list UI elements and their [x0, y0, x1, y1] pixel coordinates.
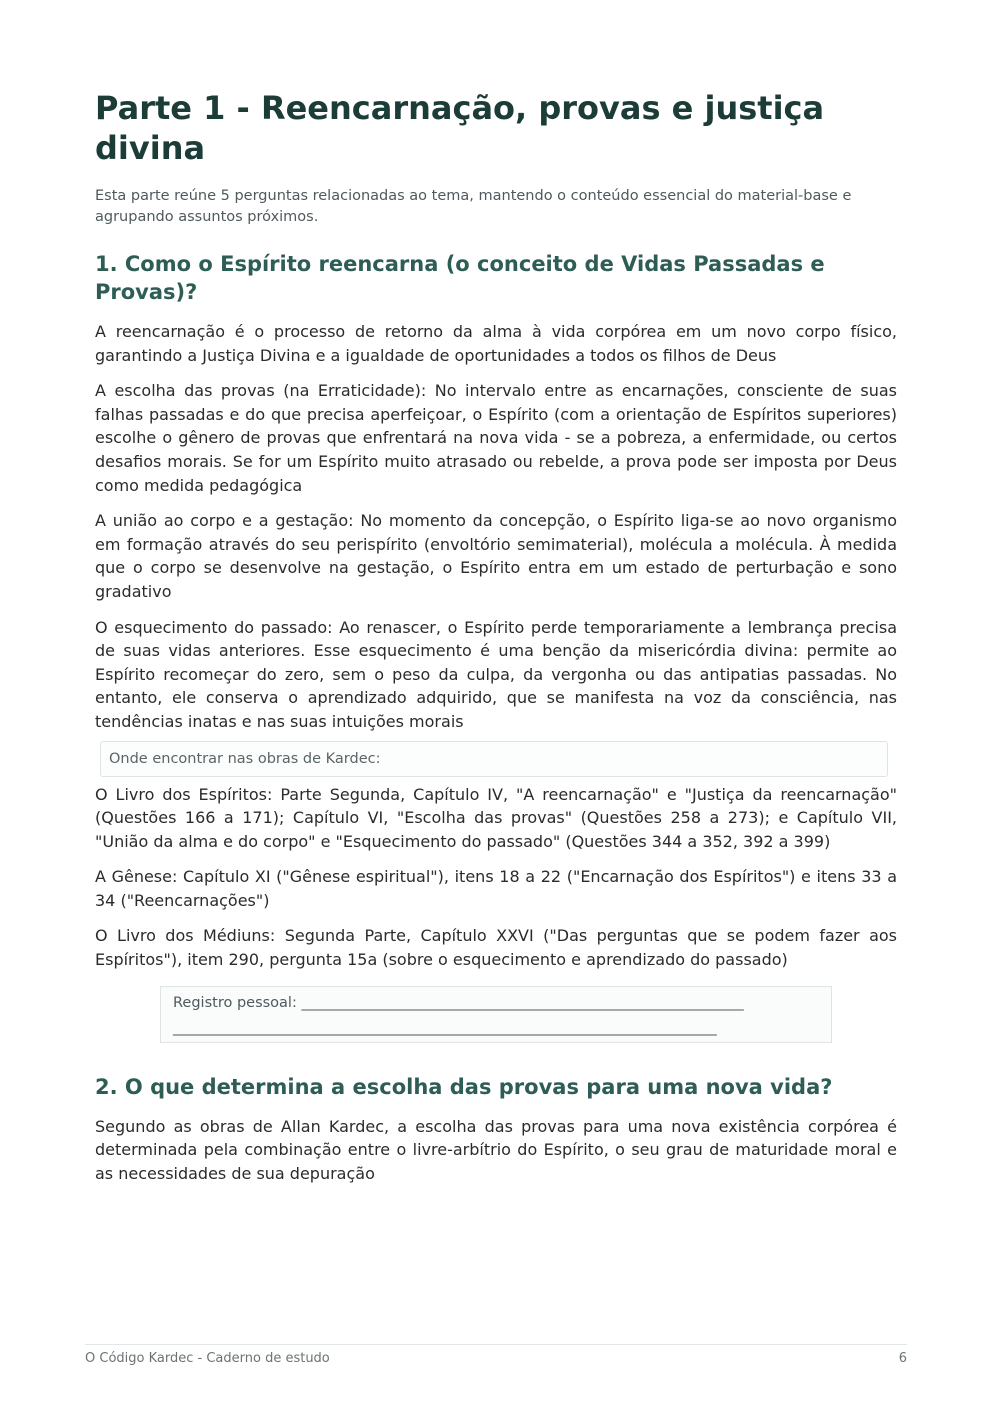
page-title: Parte 1 - Reencarnação, provas e justiça divina	[95, 89, 825, 167]
reference-livro-dos-mediuns: O Livro dos Médiuns: Segunda Parte, Capítulo XXVI ("Das perguntas que se podem fazer aos Espíritos"), item 290, pergunta 15a (sobre o esquecimento e aprendizado do passado)	[95, 926, 897, 970]
where-to-find-box: Onde encontrar nas obras de Kardec:	[100, 741, 888, 777]
question-1-paragraph-2: A escolha das provas (na Erraticidade): No intervalo entre as encarnações, consciente de suas falhas passadas e do que precisa aperfeiçoar, o Espírito (com a orientação de Espíritos superiores) escolhe o gênero de provas que enfrentará na nova vida - se a pobreza, a enfermidade, ou certos desafios morais. Se for um Espírito muito atrasado ou rebelde, a prova pode ser imposta por Deus como medida pedagógica	[95, 381, 897, 495]
page-footer	[85, 1344, 907, 1368]
question-2-heading: 2. O que determina a escolha das provas para uma nova vida?	[95, 1074, 833, 1099]
question-1-heading: 1. Como o Espírito reencarna (o conceito de Vidas Passadas e Provas)?	[95, 252, 825, 304]
reference-livro-dos-espiritos: O Livro dos Espíritos: Parte Segunda, Capítulo IV, "A reencarnação" e "Justiça da reencarnação" (Questões 166 a 171); Capítulo VI, "Escolha das provas" (Questões 258 a 273); e Capítulo VII, "União da alma e do corpo" e "Esquecimento do passado" (Questões 344 a 352, 392 a 399)	[95, 784, 897, 851]
question-2-paragraph: Segundo as obras de Allan Kardec, a escolha das provas para uma nova existência corpórea é determinada pela combinação entre o livre-arbítrio do Espírito, o seu grau de maturidade moral e as necessidades de sua depuração	[95, 1116, 897, 1183]
personal-notes-box	[160, 986, 832, 1043]
question-1-paragraph-1: A reencarnação é o processo de retorno da alma à vida corpórea em um novo corpo físico, garantindo a Justiça Divina e a igualdade de oportunidades a todos os filhos de Deus	[95, 322, 897, 365]
question-1-paragraph-4: O esquecimento do passado: Ao renascer, o Espírito perde temporariamente a lembrança precisa de suas vidas anteriores. Esse esquecimento é uma benção da misericórdia divina: permite ao Espírito recomeçar do zero, sem o peso da culpa, da vergonha ou das antipatias passadas. No entanto, ele conserva o aprendizado adquirido, que se manifesta na voz da consciência, nas tendências inatas e nas suas intuições morais	[95, 617, 897, 731]
question-1-paragraph-3: A união ao corpo e a gestação: No momento da concepção, o Espírito liga-se ao novo organismo em formação através do seu perispírito (envoltório semimaterial), molécula a molécula. À medida que o corpo se desenvolve na gestação, o Espírito entra em um estado de perturbação e sono gradativo	[95, 511, 897, 601]
intro-text: Esta parte reúne 5 perguntas relacionadas ao tema, mantendo o conteúdo essencial do material-base e agrupando assuntos próximos.	[95, 188, 852, 225]
question-2-section	[95, 1073, 897, 1186]
reference-a-genese: A Gênese: Capítulo XI ("Gênese espiritual"), itens 18 a 22 ("Encarnação dos Espíritos") e itens 33 a 34 ("Reencarnações")	[95, 867, 897, 910]
personal-notes-line-1: Registro pessoal: _____________________________________________________________	[173, 994, 744, 1011]
question-1-section	[95, 250, 897, 1043]
document-page	[95, 88, 897, 1185]
page-number: 6	[898, 1351, 907, 1366]
footer-title: O Código Kardec - Caderno de estudo	[85, 1351, 330, 1366]
personal-notes-line-2: ___________________________________________________________________________	[173, 1019, 717, 1036]
